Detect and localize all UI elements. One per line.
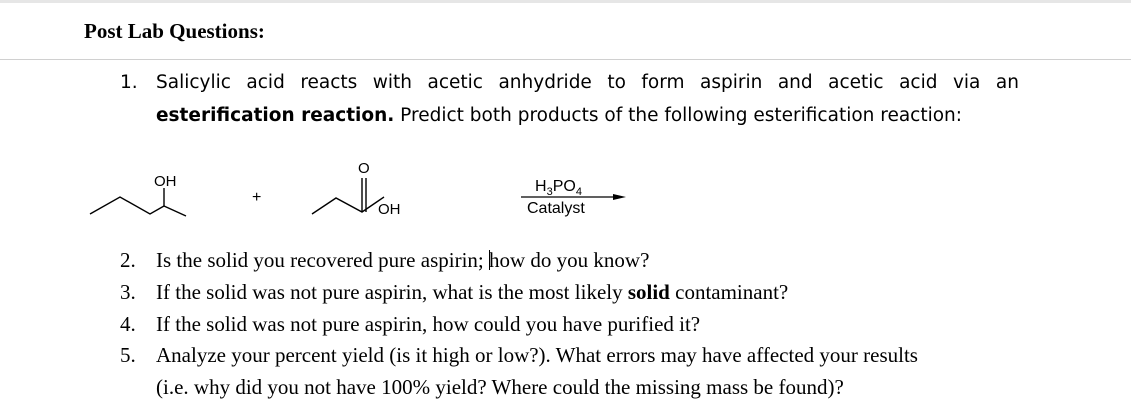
question-2-part-2: how do you know? bbox=[489, 248, 650, 272]
question-1-number: 1. bbox=[120, 72, 138, 93]
word: form bbox=[641, 72, 685, 93]
question-5-line-2: (i.e. why did you not have 100% yield? Where could the missing mass be found)? bbox=[156, 375, 844, 399]
reactant-2-structure bbox=[312, 178, 384, 214]
reactant-2-oh-label: OH bbox=[378, 201, 401, 218]
question-2-number: 2. bbox=[120, 248, 136, 272]
bold-term: esterification reaction. bbox=[156, 105, 395, 126]
question-3-number: 3. bbox=[120, 280, 136, 304]
word: via bbox=[952, 72, 981, 93]
plus-sign: + bbox=[252, 189, 262, 206]
question-2-text bbox=[156, 248, 649, 273]
word: reacts bbox=[300, 72, 358, 93]
divider bbox=[0, 59, 1131, 60]
question-2-part-1: Is the solid you recovered pure aspirin; bbox=[156, 248, 489, 272]
word: acetic bbox=[828, 72, 884, 93]
word: an bbox=[995, 72, 1019, 93]
question-1-line-2 bbox=[156, 105, 962, 126]
reagent-top-label: $H_3PO_4$ bbox=[535, 178, 582, 198]
question-3-part-2: contaminant? bbox=[669, 280, 789, 304]
word: anhydride bbox=[498, 72, 592, 93]
word: to bbox=[607, 72, 626, 93]
reaction-arrow-head bbox=[613, 194, 626, 200]
word: Salicylic bbox=[156, 72, 231, 93]
word: acid bbox=[246, 72, 285, 93]
reactant-1-structure bbox=[90, 188, 186, 216]
question-1-rest: Predict both products of the following esterification reaction: bbox=[394, 105, 963, 126]
question-5-number: 5. bbox=[120, 343, 136, 367]
word: acid bbox=[899, 72, 938, 93]
question-1-line-1 bbox=[156, 72, 1019, 93]
word: and bbox=[777, 72, 813, 93]
reactant-2-carbonyl-o-label: O bbox=[358, 160, 370, 177]
reactant-1-oh-label: OH bbox=[154, 173, 177, 190]
word: acetic bbox=[427, 72, 483, 93]
word: with bbox=[372, 72, 413, 93]
question-3-bold-word: solid bbox=[627, 280, 670, 304]
question-4-number: 4. bbox=[120, 312, 136, 336]
top-border bbox=[0, 0, 1131, 3]
word: aspirin bbox=[700, 72, 763, 93]
question-3-part-1: If the solid was not pure aspirin, what is the most likely bbox=[156, 280, 628, 304]
question-5-line-1: Analyze your percent yield (is it high or low?). What errors may have affected your results bbox=[156, 343, 918, 367]
page-title: Post Lab Questions: bbox=[84, 19, 265, 43]
question-3-text bbox=[156, 280, 788, 305]
question-4-text: If the solid was not pure aspirin, how could you have purified it? bbox=[156, 312, 701, 336]
reagent-bottom-label: Catalyst bbox=[527, 200, 585, 217]
reaction-scheme bbox=[80, 150, 640, 230]
